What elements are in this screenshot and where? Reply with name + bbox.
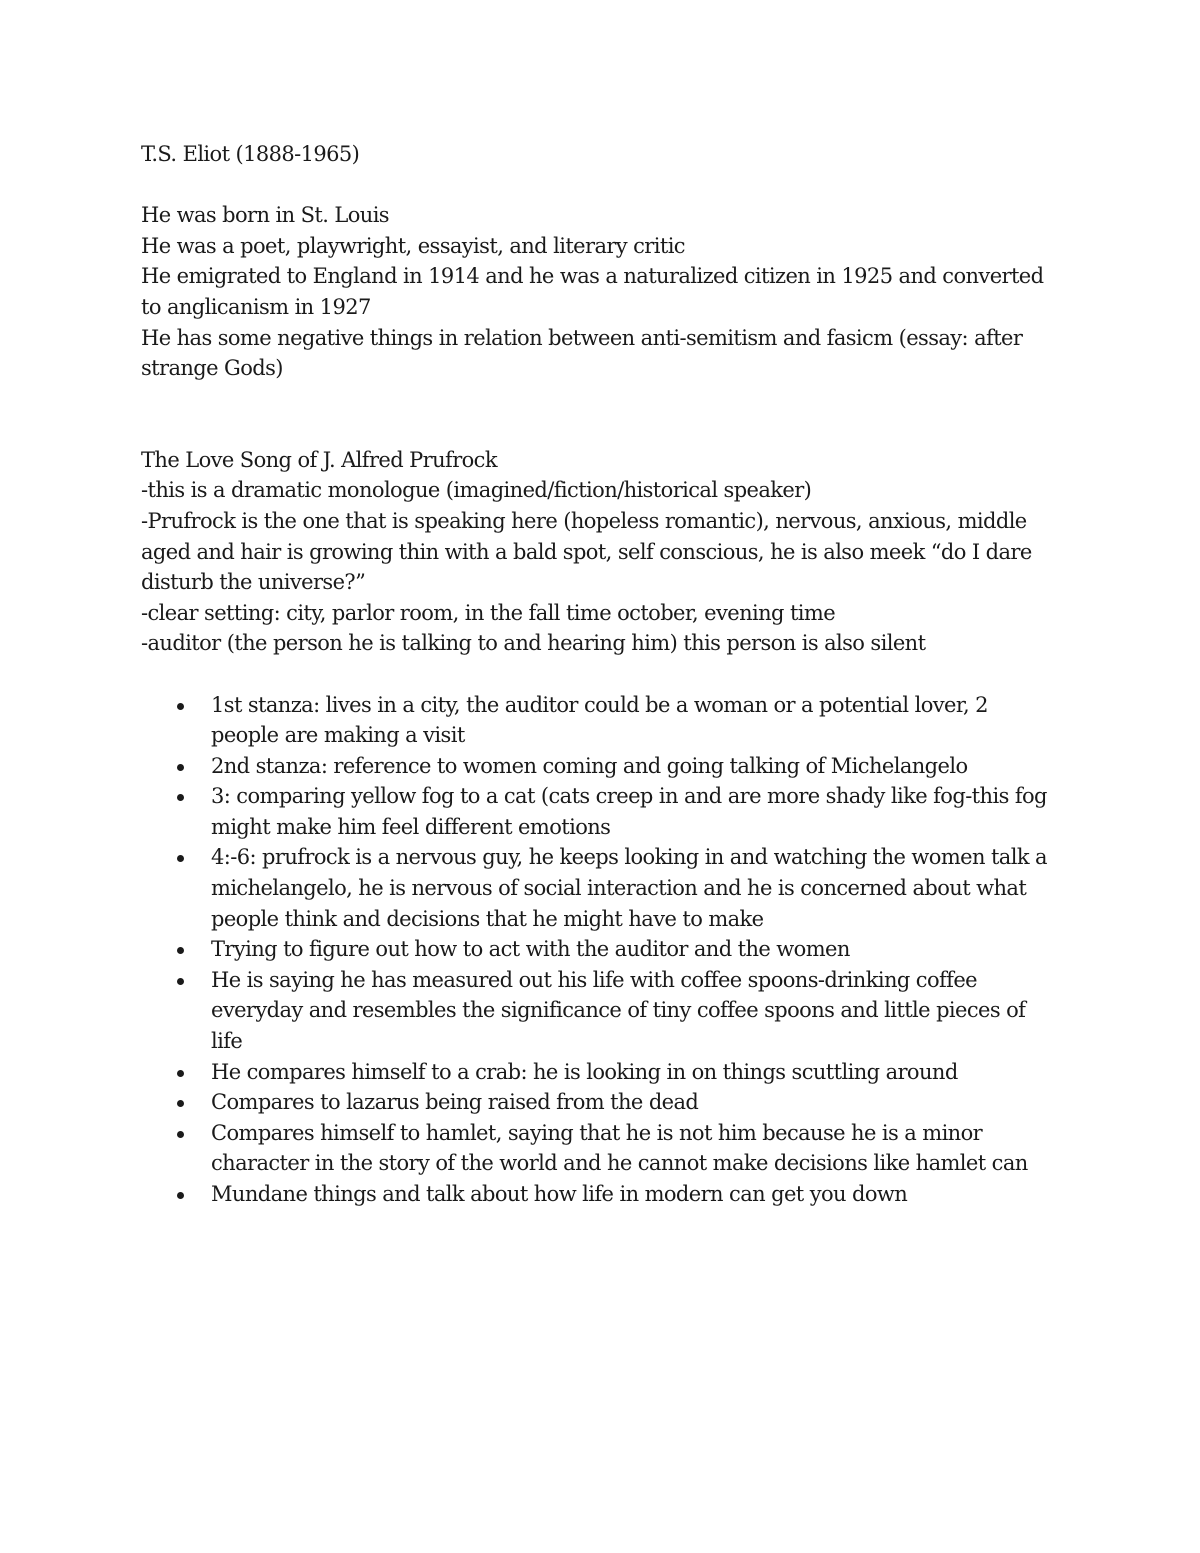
bio-line: He was a poet, playwright, essayist, and literary critic [141,233,685,258]
bio-heading: T.S. Eliot (1888-1965) [141,142,360,166]
document-page [141,139,1061,1210]
bullet-item [141,690,1061,751]
bullet-dot-icon [177,978,184,985]
bullet-text: 1st stanza: lives in a city, the auditor could be a woman or a potential lover, 2 people are making a visit [211,692,988,748]
bullet-text: Compares himself to hamlet, saying that he is not him because he is a minor character in the story of the world and he cannot make decisions like hamlet can [211,1120,1028,1176]
bullet-item [141,1057,1061,1088]
spacer [141,384,1061,445]
bullet-item [141,1087,1061,1118]
stanza-bullet-list [141,690,1061,1210]
bio-line: He emigrated to England in 1914 and he was a naturalized citizen in 1925 and converted to anglicanism in 1927 [141,264,1044,319]
bullet-item [141,934,1061,965]
bullet-dot-icon [177,1192,184,1199]
bullet-item [141,1118,1061,1179]
bullet-dot-icon [177,1070,184,1077]
spacer [141,659,1061,690]
bullet-item [141,842,1061,934]
bullet-item [141,751,1061,782]
poem-note: -this is a dramatic monologue (imagined/fiction/historical speaker) [141,478,812,503]
poem-note: -clear setting: city, parlor room, in the fall time october, evening time [141,600,836,625]
bullet-dot-icon [177,1131,184,1138]
bullet-text: He compares himself to a crab: he is looking in on things scuttling around [211,1059,958,1084]
bullet-item [141,965,1061,1057]
bullet-dot-icon [177,703,184,710]
bullet-text: He is saying he has measured out his life with coffee spoons-drinking coffee everyday and resembles the significance of tiny coffee spoons and little pieces of life [211,967,1026,1054]
poem-note: -Prufrock is the one that is speaking here (hopeless romantic), nervous, anxious, middle aged and hair is growing thin with a bald spot, self conscious, he is also meek “do I dare disturb the universe?” [141,508,1032,595]
bullet-text: 4:-6: prufrock is a nervous guy, he keeps looking in and watching the women talk a michelangelo, he is nervous of social interaction and he is concerned about what people think and decisions that he might have to make [211,845,1047,931]
bullet-dot-icon [177,794,184,801]
bullet-dot-icon [177,947,184,954]
bullet-dot-icon [177,764,184,771]
bullet-dot-icon [177,855,184,862]
bullet-text: 3: comparing yellow fog to a cat (cats creep in and are more shady like fog-this fog might make him feel different emotions [211,784,1047,839]
bio-line: He was born in St. Louis [141,203,389,228]
bullet-item [141,781,1061,842]
bullet-item [141,1179,1061,1210]
bullet-text: 2nd stanza: reference to women coming and going talking of Michelangelo [211,753,968,778]
spacer [141,170,1061,201]
poem-title: The Love Song of J. Alfred Prufrock [141,447,497,472]
bullet-dot-icon [177,1100,184,1107]
bullet-text: Compares to lazarus being raised from the dead [211,1090,699,1115]
bullet-text: Mundane things and talk about how life in modern can get you down [211,1182,908,1206]
bio-line: He has some negative things in relation between anti-semitism and fasicm (essay: after strange Gods) [141,325,1023,381]
poem-note: -auditor (the person he is talking to and hearing him) this person is also silent [141,631,926,656]
bullet-text: Trying to figure out how to act with the auditor and the women [211,937,850,962]
